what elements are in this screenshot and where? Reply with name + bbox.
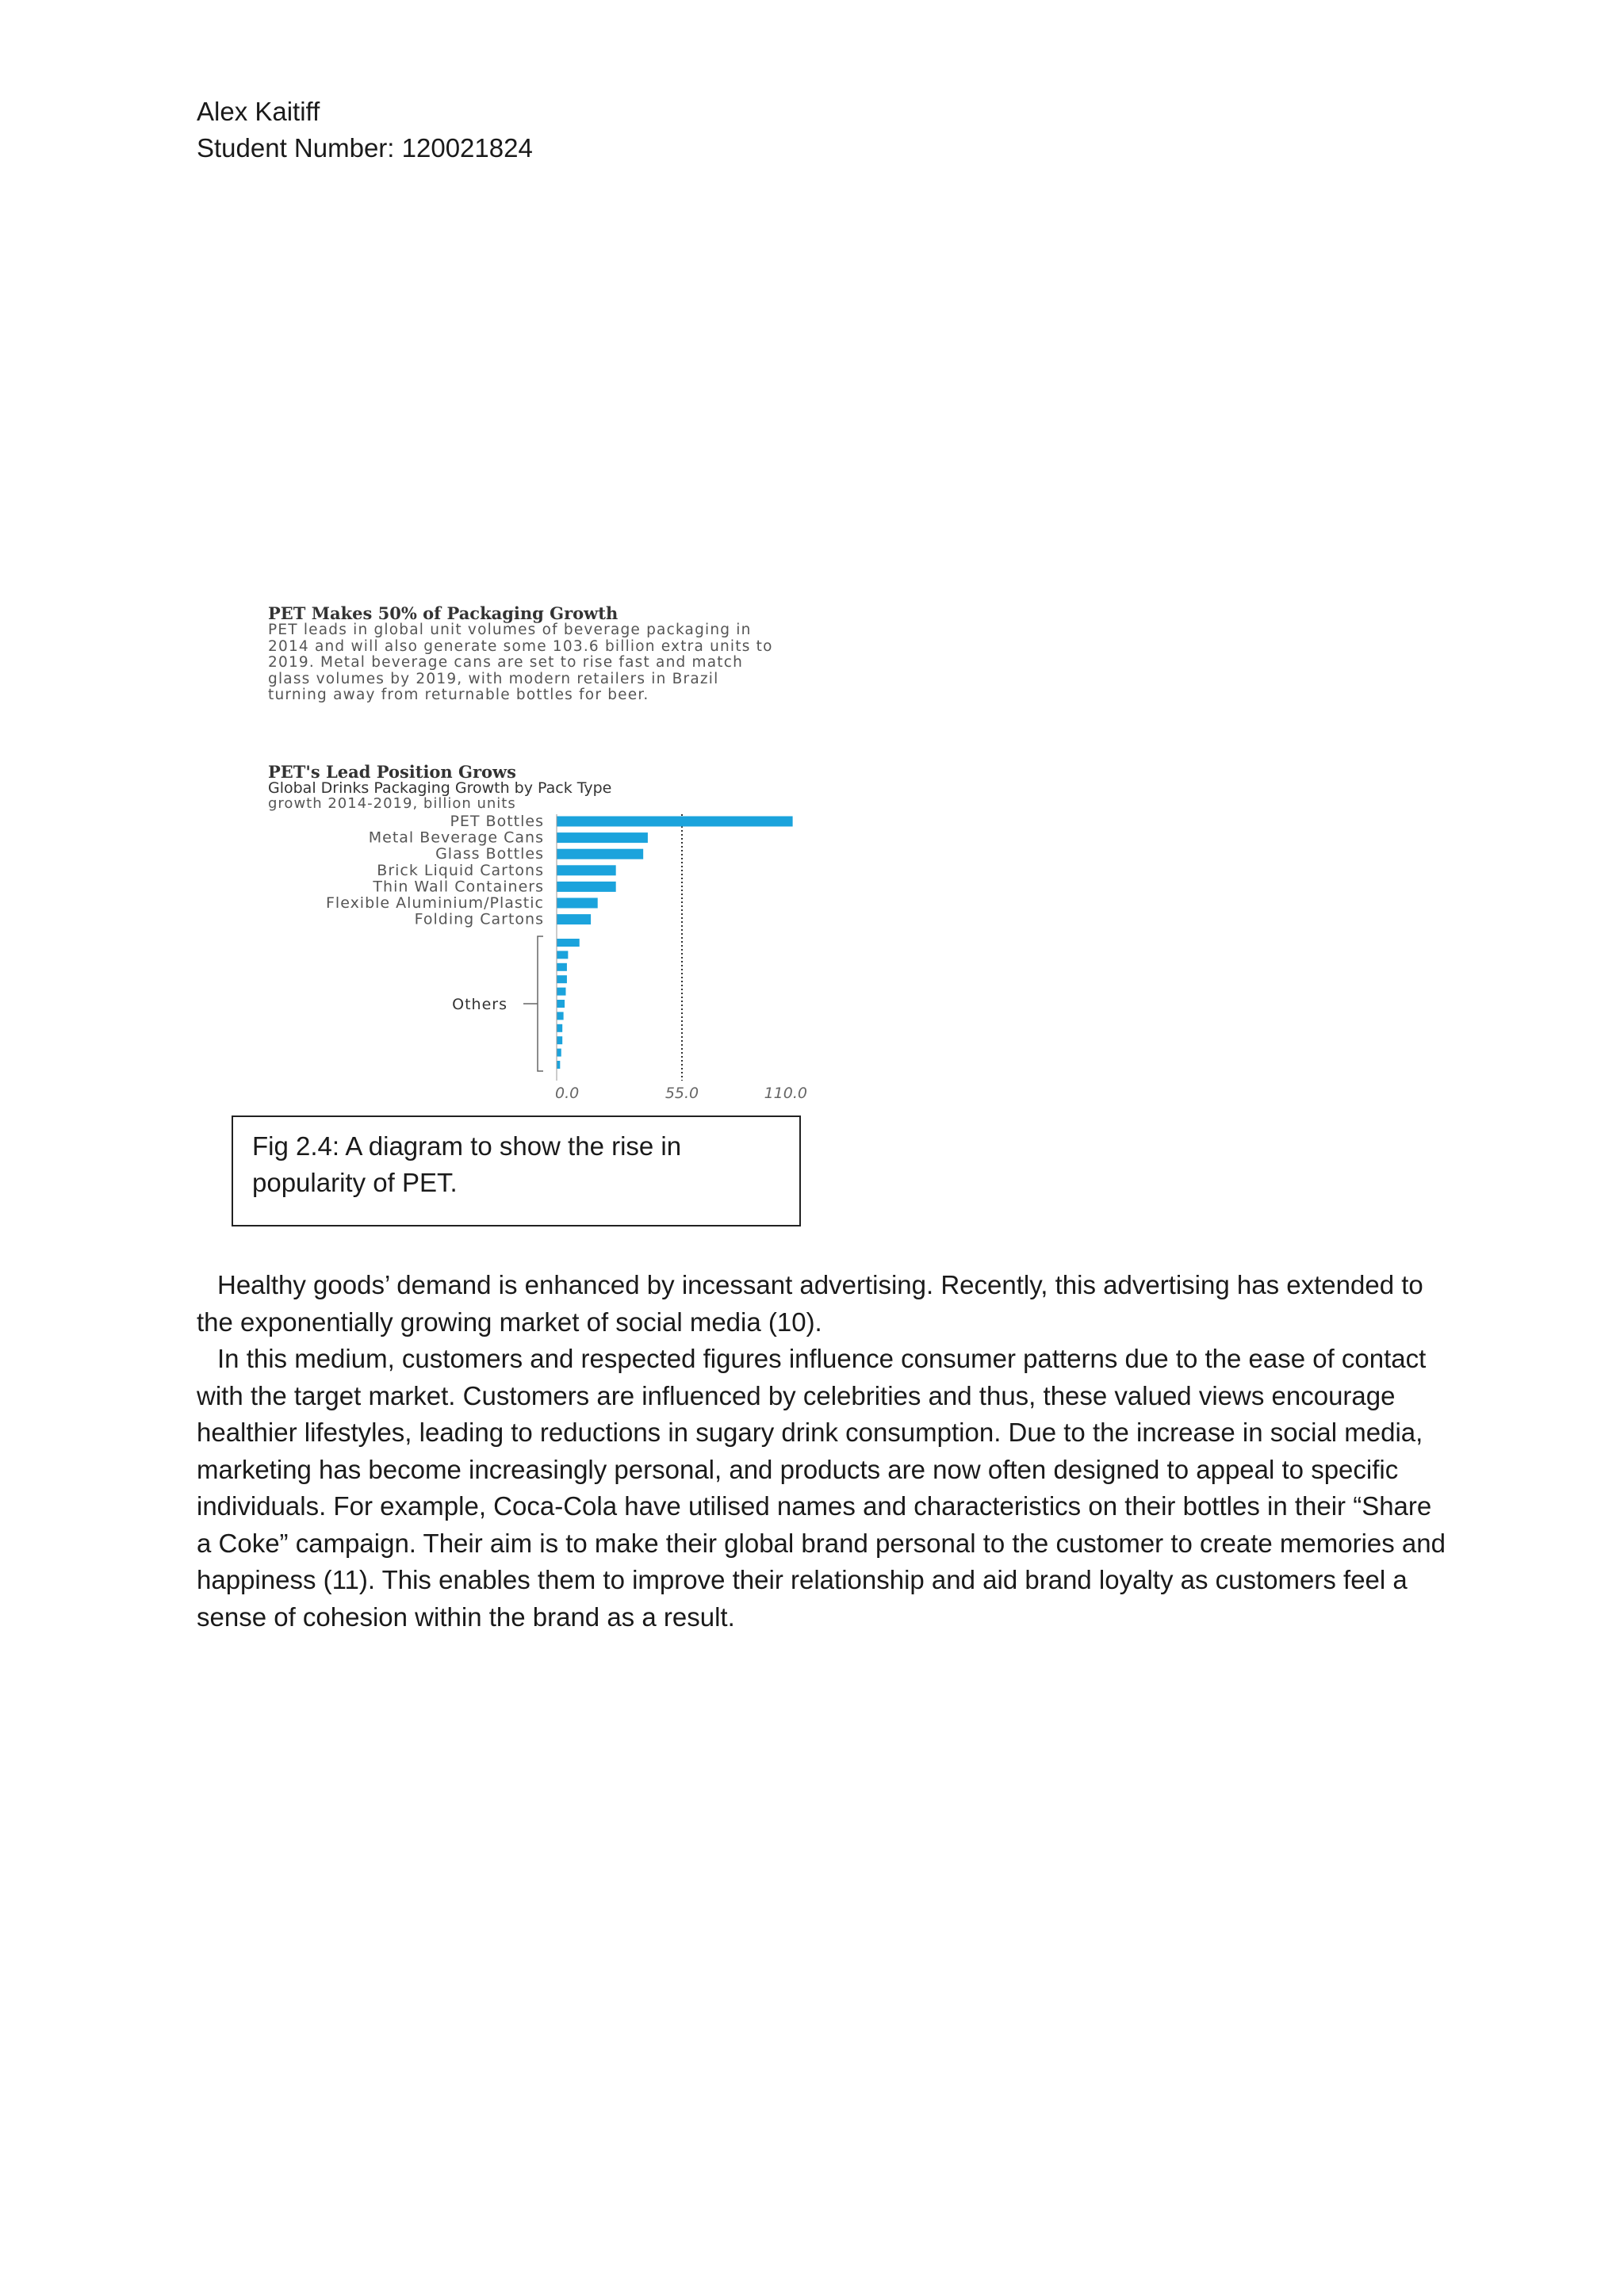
others-label: Others: [452, 996, 508, 1013]
bar: [557, 975, 567, 983]
figure-description: PET leads in global unit volumes of beverage packaging in 2014 and will also generate some 103.6 billion extra units to 2019. Metal beverage cans are set to rise fast and match glass volumes by 2019, with modern retailers in Brazil turning away from returnable bottles for beer.: [268, 622, 773, 703]
bar: [557, 988, 565, 996]
bar: [557, 1000, 565, 1008]
author-name: Alex Kaitiff: [197, 97, 320, 126]
bar: [557, 951, 568, 959]
figure-title: PET Makes 50% of Packaging Growth: [268, 603, 619, 623]
bar: [557, 1036, 562, 1044]
figure-caption: Fig 2.4: A diagram to show the rise in popularity of PET.: [252, 1131, 682, 1197]
bar: [557, 817, 793, 827]
bar: [557, 832, 648, 843]
x-tick-label: 55.0: [665, 1085, 699, 1102]
category-label: Thin Wall Containers: [373, 878, 544, 896]
figure-image: [230, 599, 817, 1106]
bar: [557, 914, 591, 924]
bar: [557, 898, 598, 909]
chart-title: Global Drinks Packaging Growth by Pack Type: [268, 779, 612, 797]
paragraph-2: In this medium, customers and respected figures influence consumer patterns due to the ease of contact with the target market. Customers are influenced by celebrities and thus, these valued views encourage healthier lifestyles, leading to reductions in sugary drink consumption. Due to the increase in social media, marketing has become increasingly personal, and products are now often designed to appeal to specific individuals. For example, Coca-Cola have utilised names and characteristics on their bottles in their “Share a Coke” campaign. Their aim is to make their global brand personal to the customer to create memories and happiness (11). This enables them to improve their relationship and aid brand loyalty as customers feel a sense of cohesion within the brand as a result.: [197, 1344, 1446, 1632]
category-label: Folding Cartons: [414, 910, 544, 928]
bar: [557, 882, 616, 892]
bar: [557, 865, 616, 875]
category-label: PET Bottles: [450, 813, 544, 830]
category-label: Glass Bottles: [435, 845, 544, 863]
bar: [557, 1049, 561, 1057]
figure-caption-box: [232, 1115, 801, 1226]
document-header: [197, 94, 533, 166]
body-text: [197, 1267, 1450, 1636]
chart-unit: growth 2014-2019, billion units: [268, 795, 516, 812]
category-label: Brick Liquid Cartons: [377, 861, 544, 879]
bar: [557, 849, 643, 859]
bar: [557, 1061, 560, 1069]
category-label: Flexible Aluminium/Plastic: [326, 894, 544, 912]
x-tick-label: 0.0: [555, 1085, 580, 1102]
bar: [557, 963, 567, 971]
category-label: Metal Beverage Cans: [368, 828, 544, 847]
others-bracket: [538, 936, 543, 1071]
x-tick-label: 110.0: [764, 1085, 807, 1102]
bar-chart: [230, 813, 817, 1106]
figure-subtitle: PET's Lead Position Grows: [268, 762, 516, 782]
bar: [557, 939, 580, 947]
student-number: Student Number: 120021824: [197, 133, 533, 163]
bar: [557, 1024, 562, 1032]
bar: [557, 1012, 564, 1020]
paragraph-1: Healthy goods’ demand is enhanced by incessant advertising. Recently, this advertising has extended to the exponentially growing market of social media (10).: [197, 1270, 1423, 1337]
